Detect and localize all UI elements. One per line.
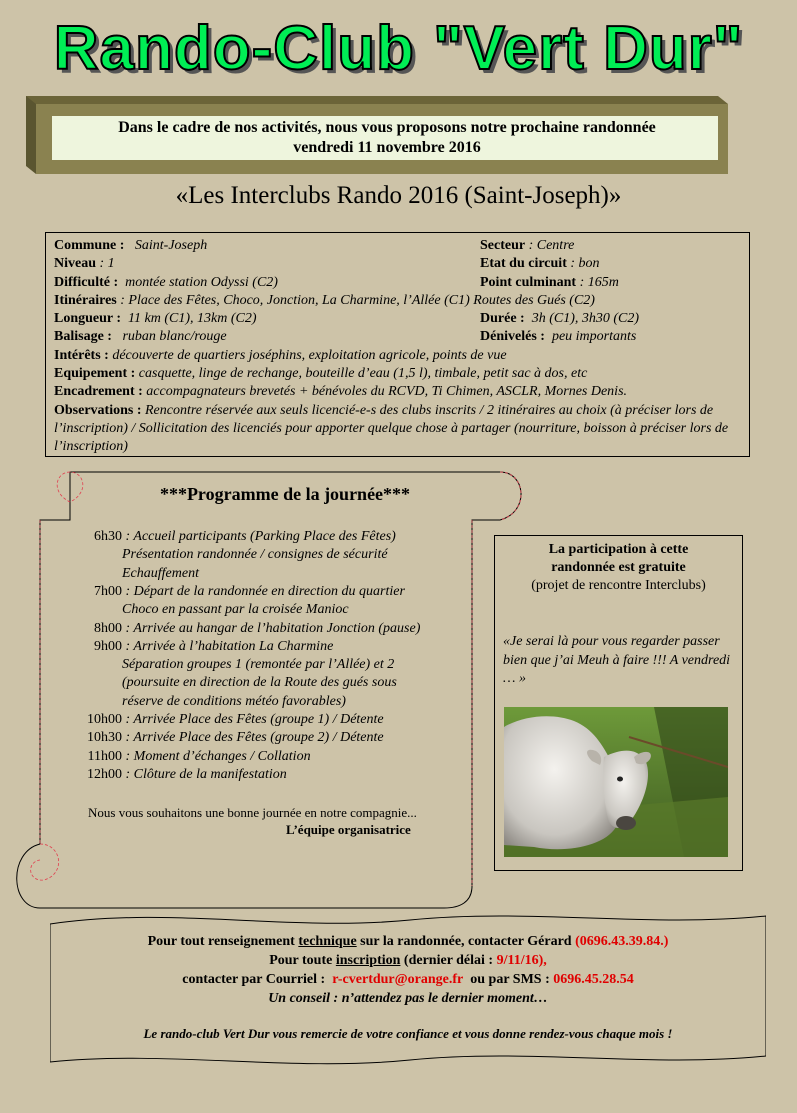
programme-item [74, 748, 311, 766]
info-row-equipement [54, 365, 741, 383]
programme-time: 9h00 [94, 638, 122, 654]
niveau-label: Niveau [54, 256, 96, 272]
footer-l3a: contacter par Courriel : [182, 972, 326, 987]
event-title: «Les Interclubs Rando 2016 (Saint-Joseph)» [175, 182, 622, 209]
participation-line-3: (projet de rencontre Interclubs) [531, 578, 706, 593]
team-signature: L’équipe organisatrice [286, 822, 411, 837]
etat-label: Etat du circuit [480, 256, 567, 272]
difficulte-value: montée station Odyssi (C2) [125, 274, 278, 290]
etat-value: : bon [570, 256, 600, 272]
observations-label: Observations : [54, 402, 142, 418]
info-box [45, 232, 750, 457]
info-row-itineraires [54, 292, 741, 310]
encadrement-value: accompagnateurs brevetés + bénévoles du RCVD, Ti Chimen, ASCLR, Mornes Denis. [146, 384, 628, 400]
duree-label: Durée : [480, 311, 525, 327]
info-row-longueur [54, 310, 741, 328]
balisage-value: ruban blanc/rouge [122, 329, 227, 345]
participation-text [496, 541, 741, 595]
programme-activity: Choco en passant par la croisée Manioc [122, 602, 349, 618]
programme-activity: : Clôture de la manifestation [125, 766, 287, 782]
footer-l1b: technique [298, 934, 357, 949]
encadrement-label: Encadrement : [54, 384, 143, 400]
footer-line-1 [50, 934, 766, 950]
equipement-value: casquette, linge de rechange, bouteille d’eau (1,5 l), timbale, petit sac à dos, etc [138, 366, 588, 382]
info-row-balisage [54, 328, 741, 346]
programme-activity: réserve de conditions météo favorables) [122, 693, 346, 709]
programme-item-continued [74, 656, 394, 674]
closing-text: Nous vous souhaitons une bonne journée en notre compagnie... [88, 805, 417, 820]
banner-line-2: vendredi 11 novembre 2016 [293, 139, 481, 156]
programme-item [74, 711, 384, 729]
programme-item [74, 620, 420, 638]
deniveles-value: peu importants [551, 329, 637, 345]
footer-l2a: Pour toute [269, 953, 333, 968]
footer-line-2 [50, 953, 766, 969]
itineraires-value: : Place des Fêtes, Choco, Jonction, La Charmine, l’Allée (C1) Routes des Gués (C2) [120, 292, 595, 308]
programme-item [74, 638, 333, 656]
interets-label: Intérêts : [54, 347, 109, 363]
programme-item-continued [74, 693, 346, 711]
info-row-commune [54, 237, 741, 255]
commune-value: Saint-Joseph [134, 238, 208, 253]
footer-l1a: Pour tout renseignement [147, 934, 295, 949]
programme-item [74, 528, 396, 546]
info-row-observations [54, 402, 741, 457]
participation-line-2: randonnée est gratuite [551, 560, 686, 575]
culminant-value: : 165m [579, 274, 619, 290]
cow-quote: «Je serai là pour vous regarder passer bien que j’ai Meuh à faire !!! A vendredi … » [503, 634, 731, 686]
programme-activity: : Arrivée Place des Fêtes (groupe 1) / Détente [125, 712, 384, 727]
info-row-interets [54, 347, 741, 365]
info-row-niveau [54, 255, 741, 273]
programme-activity: Présentation randonnée / consignes de sécurité [122, 547, 388, 563]
programme-item-continued [74, 565, 199, 583]
programme-item [74, 729, 384, 747]
programme-time: 7h00 [94, 583, 122, 599]
interets-value: découverte de quartiers joséphins, exploitation agricole, points de vue [112, 347, 507, 363]
programme-item-continued [74, 601, 349, 619]
difficulte-label: Difficulté : [54, 274, 119, 290]
programme-activity: : Moment d’échanges / Collation [125, 748, 311, 764]
programme-activity: (poursuite en direction de la Route des gués sous [122, 675, 397, 691]
programme-time: 12h00 [87, 766, 122, 782]
itineraires-label: Itinéraires [54, 292, 117, 308]
programme-time: 10h00 [87, 712, 122, 727]
banner-line-1: Dans le cadre de nos activités, nous vous proposons notre prochaine randonnée [118, 119, 656, 136]
footer-sms: 0696.45.28.54 [553, 972, 634, 987]
footer-l1c: sur la randonnée, contacter Gérard [360, 934, 572, 949]
footer-email[interactable]: r-cvertdur@orange.fr [332, 972, 464, 987]
banner-text [54, 118, 720, 158]
club-title: Rando-Club "Vert Dur" [53, 14, 744, 83]
programme-activity: : Départ de la randonnée en direction du quartier [125, 583, 405, 599]
info-row-encadrement [54, 383, 741, 401]
footer-line-3 [50, 972, 766, 988]
cow-photo [504, 707, 728, 857]
programme-activity: : Arrivée au hangar de l’habitation Jonction (pause) [125, 620, 421, 636]
footer-line-5: Le rando-club Vert Dur vous remercie de votre confiance et vous donne rendez-vous chaque mois ! [143, 1026, 673, 1041]
programme-item-continued [74, 674, 397, 692]
programme-time: 6h30 [94, 529, 122, 544]
commune-label: Commune : [54, 238, 125, 253]
equipement-label: Equipement : [54, 366, 136, 382]
culminant-label: Point culminant [480, 274, 577, 290]
footer-phone-gerard: (0696.43.39.84.) [575, 934, 669, 949]
footer-deadline: 9/11/16), [496, 953, 547, 968]
footer-l3c: ou par SMS : [470, 972, 550, 987]
participation-line-1: La participation à cette [548, 542, 689, 557]
programme-activity: Echauffement [122, 565, 199, 581]
programme-activity: : Accueil participants (Parking Place des Fêtes) [125, 529, 396, 544]
balisage-label: Balisage : [54, 329, 112, 345]
info-row-difficulte [54, 274, 741, 292]
secteur-label: Secteur [480, 238, 526, 253]
secteur-value: : Centre [528, 238, 575, 253]
programme-activity: : Arrivée à l’habitation La Charmine [125, 638, 334, 654]
programme-item-continued [74, 546, 388, 564]
programme-item [74, 766, 287, 784]
footer-l2c: (dernier délai : [403, 953, 494, 968]
duree-value: 3h (C1), 3h30 (C2) [531, 311, 640, 327]
longueur-label: Longueur : [54, 311, 122, 327]
programme-activity: Séparation groupes 1 (remontée par l’Allée) et 2 [122, 657, 395, 673]
deniveles-label: Dénivelés : [480, 329, 545, 345]
programme-time: 8h00 [94, 620, 122, 636]
observations-value: Rencontre réservée aux seuls licencié-e-s des clubs inscrits / 2 itinéraires au choix (à préciser lors de l’inscription) / Sollicitation des licenciés pour apporter quelque chose à partager (nourriture, boisson à préciser lors de l’inscription) [54, 402, 729, 455]
programme-title: ***Programme de la journée*** [159, 484, 411, 504]
programme-time: 11h00 [87, 748, 122, 764]
programme-item [74, 583, 405, 601]
longueur-value: 11 km (C1), 13km (C2) [128, 311, 257, 327]
programme-time: 10h30 [87, 730, 122, 746]
footer-l2b: inscription [335, 953, 401, 968]
programme-activity: : Arrivée Place des Fêtes (groupe 2) / Détente [125, 730, 384, 746]
niveau-value: : 1 [99, 256, 115, 272]
footer-line-4: Un conseil : n’attendez pas le dernier moment… [268, 991, 548, 1006]
